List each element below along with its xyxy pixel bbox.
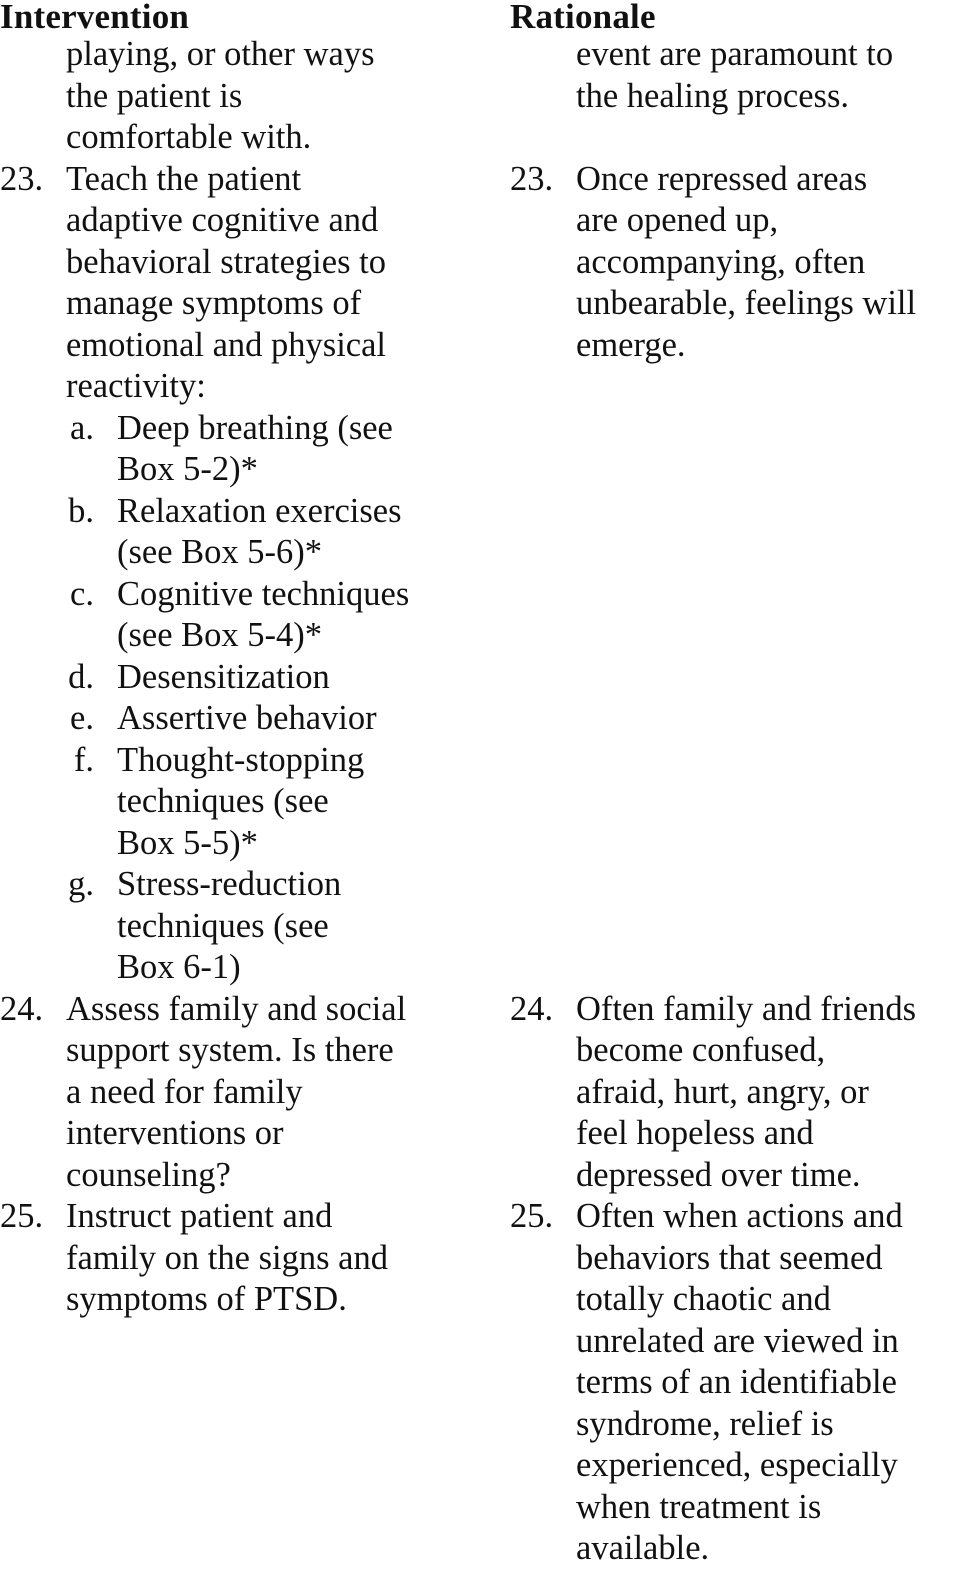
subitem-label: e.	[70, 699, 94, 737]
text-line: counseling?	[66, 1155, 231, 1194]
item-number: 23.	[510, 159, 554, 198]
text-line: unbearable, feelings will	[576, 284, 917, 322]
text-line: Deep breathing (see	[117, 408, 393, 447]
text-line: techniques (see	[117, 906, 329, 945]
text-line: comfortable with.	[66, 118, 312, 156]
rationale-item-25	[510, 1196, 972, 1570]
text-line: feel hopeless and	[576, 1114, 814, 1152]
subitem-label: c.	[70, 574, 94, 613]
subitem-g	[0, 864, 486, 989]
text-line: depressed over time.	[576, 1155, 861, 1194]
text-line: reactivity:	[66, 367, 206, 405]
item-number: 25.	[0, 1197, 44, 1235]
subitem-b	[0, 491, 486, 574]
intervention-column	[0, 0, 486, 1321]
intervention-item-25	[0, 1196, 486, 1321]
text-line: syndrome, relief is	[576, 1404, 834, 1443]
text-line: Box 5-2)*	[117, 450, 258, 488]
rationale-header: Rationale	[510, 0, 656, 36]
text-line: family on the signs and	[66, 1238, 388, 1277]
text-line: emotional and physical	[66, 325, 387, 364]
spacer	[510, 117, 972, 159]
text-line: Desensitization	[117, 657, 330, 696]
text-line: Instruct patient and	[66, 1197, 333, 1235]
text-line: adaptive cognitive and	[66, 201, 379, 239]
text-line: playing, or other ways	[66, 35, 375, 73]
text-line: techniques (see	[117, 782, 329, 820]
text-line: Once repressed areas	[576, 159, 868, 198]
text-line: Stress-reduction	[117, 865, 342, 903]
text-line: accompanying, often	[576, 242, 866, 281]
text-line: afraid, hurt, angry, or	[576, 1072, 869, 1111]
text-line: Cognitive techniques	[117, 574, 410, 613]
text-line: Assertive behavior	[117, 699, 377, 737]
subitem-label: b.	[68, 491, 94, 530]
intervention-item-23	[0, 159, 486, 989]
text-line: Relaxation exercises	[117, 491, 402, 530]
text-line: Often when actions and	[576, 1197, 903, 1235]
text-line: a need for family	[66, 1072, 303, 1111]
text-line: when treatment is	[576, 1487, 822, 1526]
text-line: experienced, especially	[576, 1446, 898, 1484]
rationale-item-24	[510, 989, 972, 1197]
text-line: Box 6-1)	[117, 948, 241, 986]
text-line: Box 5-5)*	[117, 823, 258, 862]
rationale-column	[510, 0, 972, 1570]
item-number: 24.	[510, 989, 554, 1028]
text-line: behaviors that seemed	[576, 1238, 883, 1277]
subitem-label: d.	[68, 657, 94, 696]
item-number: 24.	[0, 989, 44, 1028]
text-line: support system. Is there	[66, 1031, 394, 1069]
text-line: are opened up,	[576, 201, 779, 239]
text-line: emerge.	[576, 325, 686, 364]
text-line: the healing process.	[576, 76, 850, 115]
subitem-f	[0, 740, 486, 865]
text-line: totally chaotic and	[576, 1280, 831, 1318]
intervention-continued	[0, 34, 486, 159]
text-line: terms of an identifiable	[576, 1363, 897, 1401]
subitem-label: f.	[73, 740, 94, 779]
subitem-e	[0, 698, 486, 740]
text-line: behavioral strategies to	[66, 242, 386, 281]
text-line: Often family and friends	[576, 989, 917, 1028]
text-line: (see Box 5-6)*	[117, 533, 323, 571]
text-line: event are paramount to	[576, 35, 894, 73]
intervention-item-24	[0, 989, 486, 1197]
text-line: Thought-stopping	[117, 740, 365, 779]
item-number: 23.	[0, 159, 44, 198]
text-line: available.	[576, 1529, 710, 1567]
text-line: (see Box 5-4)*	[117, 616, 323, 654]
subitem-label: a.	[70, 408, 94, 447]
text-line: manage symptoms of	[66, 284, 362, 322]
rationale-item-23	[510, 159, 972, 367]
subitem-c	[0, 574, 486, 657]
item-number: 25.	[510, 1197, 554, 1235]
intervention-header: Intervention	[0, 0, 190, 36]
text-line: Teach the patient	[66, 159, 302, 198]
text-line: symptoms of PTSD.	[66, 1280, 347, 1318]
rationale-continued	[510, 34, 972, 159]
subitem-label: g.	[68, 865, 94, 903]
text-line: Assess family and social	[66, 989, 407, 1028]
subitem-d	[0, 657, 486, 699]
text-line: interventions or	[66, 1114, 284, 1152]
text-line: the patient is	[66, 76, 243, 115]
subitem-a	[0, 408, 486, 491]
text-line: become confused,	[576, 1031, 826, 1069]
rationale-spacer	[510, 366, 972, 989]
text-line: unrelated are viewed in	[576, 1321, 899, 1360]
